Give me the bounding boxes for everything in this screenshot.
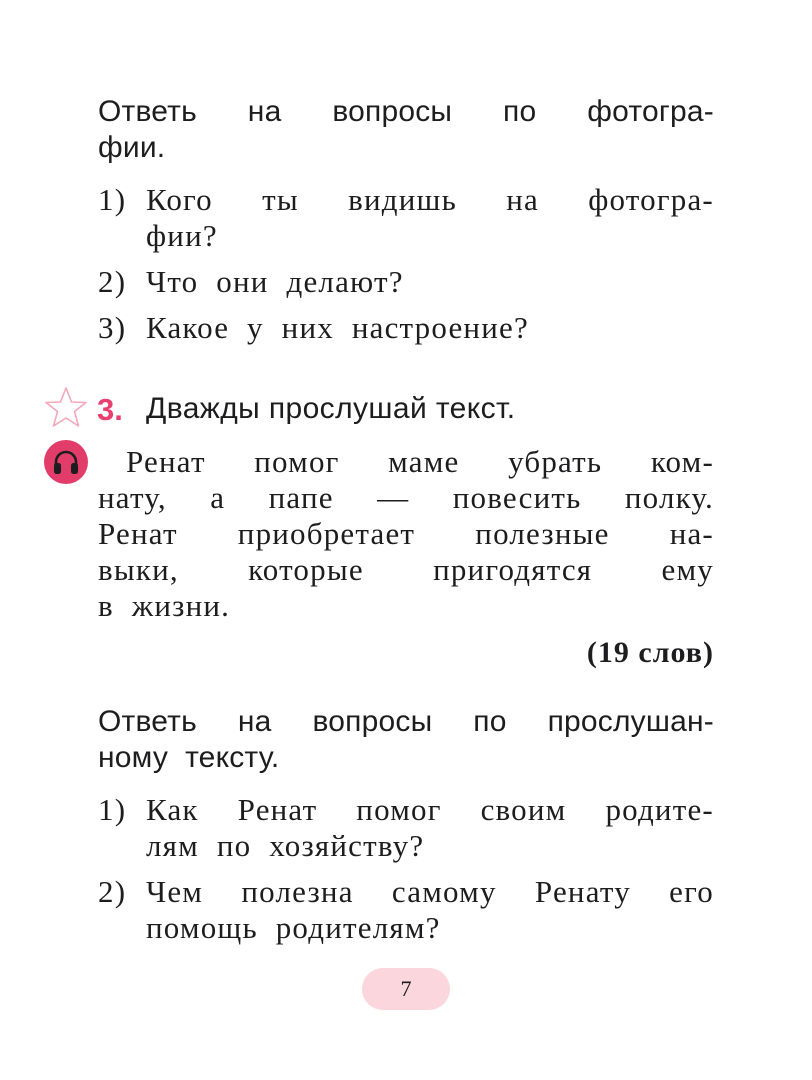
word: по xyxy=(503,95,537,128)
intro-line xyxy=(98,704,714,740)
word: по xyxy=(473,705,507,738)
word: папе xyxy=(268,480,334,515)
intro-line xyxy=(98,94,714,130)
word: Ренату xyxy=(534,874,631,909)
word: помог xyxy=(254,444,340,479)
question-number: 1) xyxy=(98,182,127,217)
headphones-icon[interactable] xyxy=(44,440,88,484)
word: Ренат xyxy=(126,444,206,479)
text-line: в жизни. xyxy=(98,588,231,623)
question-number: 2) xyxy=(98,264,127,299)
word: выки, xyxy=(98,552,179,587)
word: ты xyxy=(262,182,299,217)
question-number: 3) xyxy=(98,310,127,345)
word: самому xyxy=(391,874,497,909)
text-line xyxy=(98,516,714,552)
text-line xyxy=(98,552,714,588)
word: Ренат xyxy=(237,792,318,827)
question-text: лям по хозяйству? xyxy=(146,828,425,863)
question-number: 2) xyxy=(98,874,127,909)
text-line xyxy=(126,444,714,480)
word: Чем xyxy=(146,874,204,909)
word: помог xyxy=(356,792,442,827)
word: Как xyxy=(146,792,199,827)
exercise-title: Дважды прослушай текст. xyxy=(146,392,516,425)
word: повесить xyxy=(452,480,582,515)
word: прослушан- xyxy=(547,705,714,738)
question-text: помощь родителям? xyxy=(146,910,441,945)
word: полезные xyxy=(475,516,610,551)
word: Ответь xyxy=(98,705,197,738)
word: на xyxy=(247,95,282,128)
word: — xyxy=(377,480,410,515)
question-text: Какое у них настроение? xyxy=(146,310,529,345)
word: Кого xyxy=(146,182,213,217)
question-text: Что они делают? xyxy=(146,264,404,299)
word: маме xyxy=(388,444,460,479)
word-count: (19 слов) xyxy=(586,636,714,669)
word: приобретает xyxy=(237,516,416,551)
word: полку. xyxy=(624,480,714,515)
question-number: 1) xyxy=(98,792,127,827)
word: родите- xyxy=(605,792,714,827)
exercise-number: 3. xyxy=(97,392,123,427)
word: его xyxy=(669,874,714,909)
question-text xyxy=(146,182,714,218)
word: ему xyxy=(661,552,714,587)
word: а xyxy=(210,480,226,515)
word: нату, xyxy=(98,480,167,515)
word: вопросы xyxy=(332,95,453,128)
word: убрать xyxy=(508,444,603,479)
word: своим xyxy=(480,792,567,827)
star-icon xyxy=(43,385,89,431)
word: ком- xyxy=(650,444,714,479)
word: пригодятся xyxy=(433,552,593,587)
word: на- xyxy=(669,516,714,551)
word: фотогра- xyxy=(588,182,714,217)
headphones-glyph xyxy=(51,448,81,476)
word: фотогра- xyxy=(587,95,714,128)
text-line xyxy=(98,480,714,516)
word: на xyxy=(237,705,272,738)
word: на xyxy=(506,182,539,217)
word: которые xyxy=(248,552,364,587)
word: Ренат xyxy=(98,516,178,551)
question-text xyxy=(146,792,714,828)
intro-line: фии. xyxy=(98,131,166,164)
word: видишь xyxy=(348,182,457,217)
question-text xyxy=(146,874,714,910)
question-text: фии? xyxy=(146,218,218,253)
page-number: 7 xyxy=(362,968,450,1010)
intro-line: ному тексту. xyxy=(98,741,280,774)
word: вопросы xyxy=(312,705,433,738)
word: Ответь xyxy=(98,95,197,128)
word: полезна xyxy=(241,874,354,909)
